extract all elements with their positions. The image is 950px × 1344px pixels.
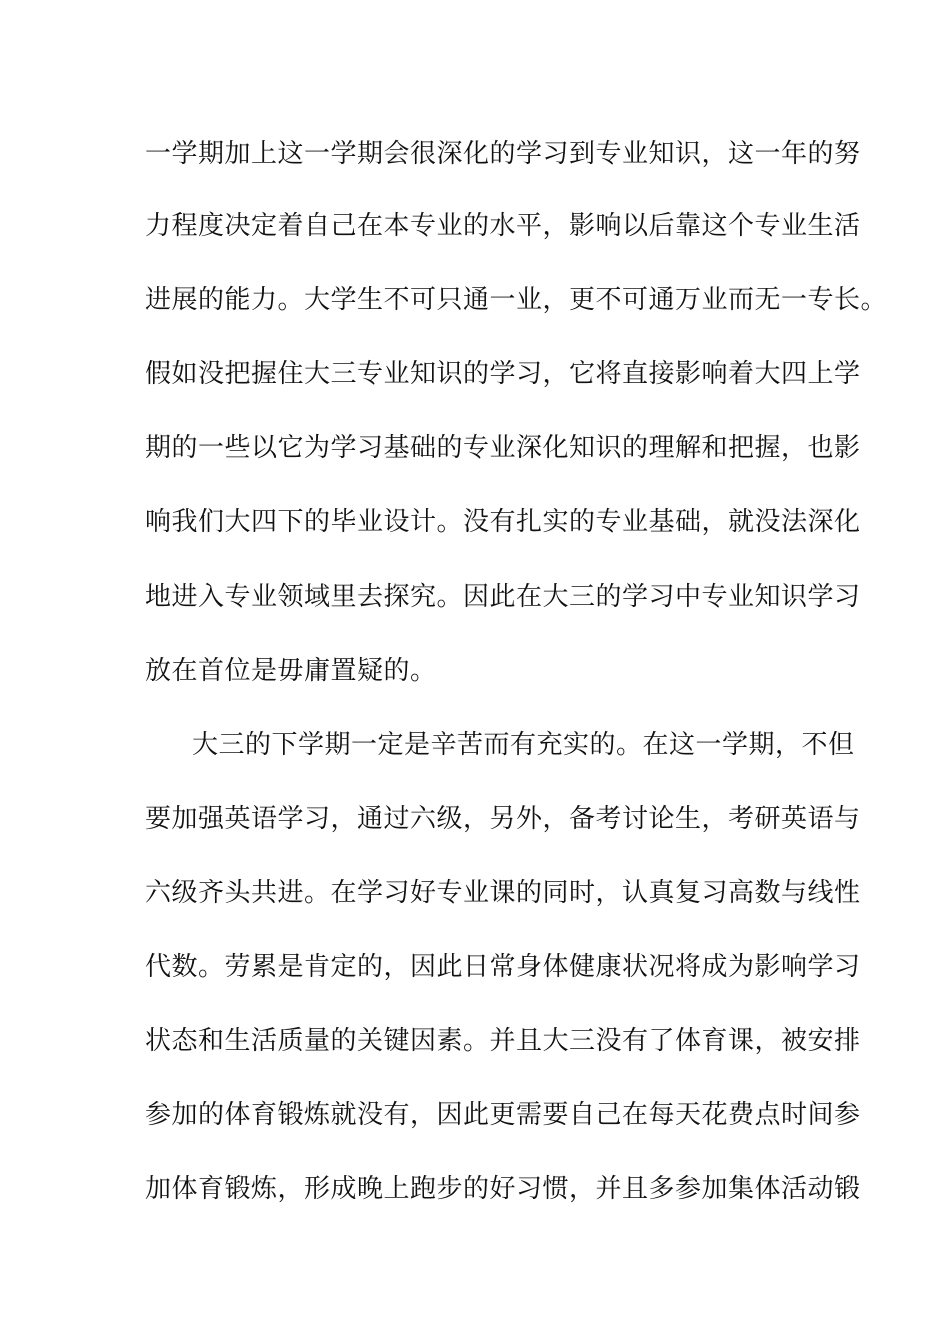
text-line-9: 大三的下学期一定是辛苦而有充实的。在这一学期，不但 (192, 730, 855, 760)
text-line-4: 假如没把握住大三专业知识的学习，它将直接影响着大四上学 (145, 359, 861, 389)
text-line-12: 代数。劳累是肯定的，因此日常身体健康状况将成为影响学习 (145, 952, 861, 982)
text-line-2: 力程度决定着自己在本专业的水平，影响以后靠这个专业生活 (145, 211, 861, 241)
text-line-11: 六级齐头共进。在学习好专业课的同时，认真复习高数与线性 (145, 878, 861, 908)
text-line-7: 地进入专业领域里去探究。因此在大三的学习中专业知识学习 (145, 582, 861, 612)
text-line-5: 期的一些以它为学习基础的专业深化知识的理解和把握，也影 (145, 433, 861, 463)
text-line-10: 要加强英语学习，通过六级，另外，备考讨论生，考研英语与 (145, 804, 861, 834)
text-line-6: 响我们大四下的毕业设计。没有扎实的专业基础，就没法深化 (145, 507, 861, 537)
text-line-13: 状态和生活质量的关键因素。并且大三没有了体育课，被安排 (145, 1026, 861, 1056)
text-line-1: 一学期加上这一学期会很深化的学习到专业知识，这一年的努 (145, 139, 861, 169)
text-line-8: 放在首位是毋庸置疑的。 (145, 656, 437, 686)
text-line-14: 参加的体育锻炼就没有，因此更需要自己在每天花费点时间参 (145, 1100, 861, 1130)
text-line-3: 进展的能力。大学生不可只通一业，更不可通万业而无一专长。 (145, 285, 888, 315)
text-line-15: 加体育锻炼，形成晚上跑步的好习惯，并且多参加集体活动锻 (145, 1174, 861, 1204)
